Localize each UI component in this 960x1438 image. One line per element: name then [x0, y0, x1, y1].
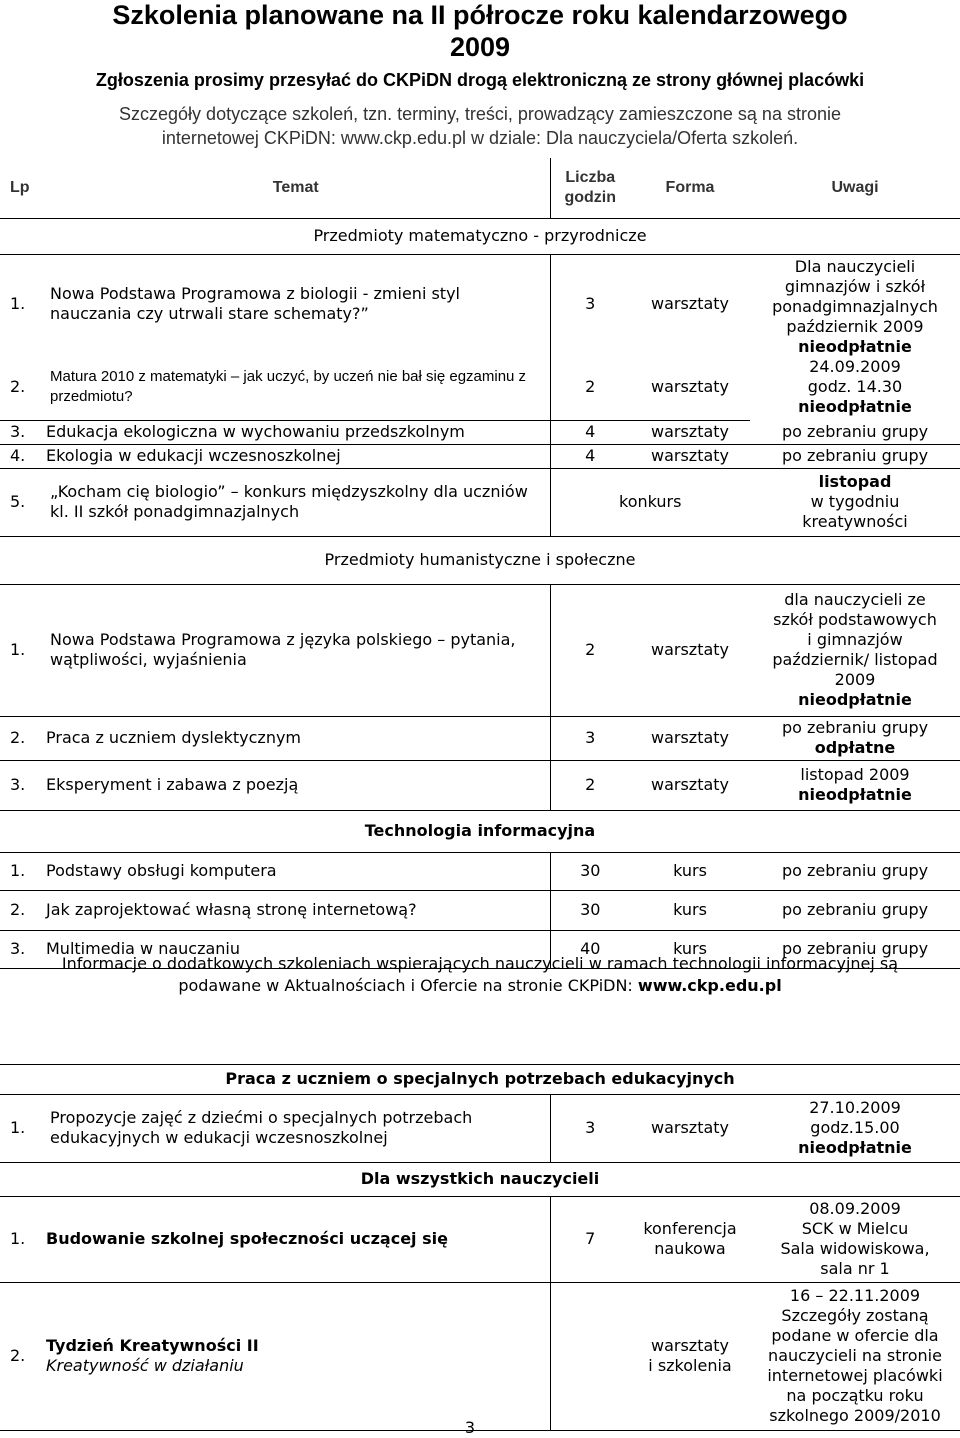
section-spec: Praca z uczniem o specjalnych potrzebach edukacyjnych: [0, 1064, 960, 1094]
row-form: konferencja naukowa: [630, 1196, 750, 1282]
header-uwagi: Uwagi: [750, 158, 960, 218]
table-row: 3. Edukacja ekologiczna w wychowaniu przedszkolnym 4 warsztaty po zebraniu grupy: [0, 420, 960, 444]
section-ti: Technologia informacyjna: [0, 810, 960, 852]
table-row: 2. Tydzień Kreatywności II Kreatywność w działaniu warsztaty i szkolenia 16 – 22.11.2009 Szczegóły zostaną podane w ofercie dla nauczycieli na stronie internetowej placówki na początku roku szkolnego 2009/2010: [0, 1282, 960, 1430]
table-row: 2. Jak zaprojektować własną stronę internetową? 30 kurs po zebraniu grupy: [0, 890, 960, 930]
row-notes: 16 – 22.11.2009 Szczegóły zostaną podane w ofercie dla nauczycieli na stronie internetowej placówki na początku roku szkolnego 2009/2010: [750, 1282, 960, 1430]
table-row: 1. Nowa Podstawa Programowa z biologii - zmieni styl nauczania czy utrwali stare schematy?” 3 warsztaty Dla nauczycieli gimnazjów i szkół ponadgimnazjalnych październik 2009 nieodpłatnie 24.09.2009 godz. 14.30 nieodpłatnie: [0, 254, 960, 354]
subtitle-details-1: Szczegóły dotyczące szkoleń, tzn. terminy, treści, prowadzący zamieszczone są na stronie: [119, 104, 841, 124]
table-row: 2. Praca z uczniem dyslektycznym 3 warsztaty po zebraniu grupy odpłatne: [0, 716, 960, 760]
section-all: Dla wszystkich nauczycieli: [0, 1162, 960, 1196]
section-mat: Przedmioty matematyczno - przyrodnicze: [0, 218, 960, 254]
row-notes: listopad w tygodniu kreatywności: [750, 468, 960, 536]
subtitle-registration: Zgłoszenia prosimy przesyłać do CKPiDN drogą elektroniczną ze strony głównej placówki: [95, 70, 865, 90]
table-row: 2. Matura 2010 z matematyki – jak uczyć, by uczeń nie bał się egzaminu z przedmiotu? 2 warsztaty: [0, 354, 960, 420]
row-form: warsztaty i szkolenia: [630, 1282, 750, 1430]
row-topic: Budowanie szkolnej społeczności uczącej się: [42, 1196, 550, 1282]
row-topic: Tydzień Kreatywności II Kreatywność w działaniu: [42, 1282, 550, 1430]
website-link[interactable]: www.ckp.edu.pl: [637, 976, 782, 995]
row-notes: dla nauczycieli ze szkół podstawowych i gimnazjów październik/ listopad 2009 nieodpłatnie: [750, 584, 960, 716]
page-title-year: 2009: [449, 32, 511, 62]
row-notes: po zebraniu grupy odpłatne: [750, 716, 960, 760]
row-topic: Nowa Podstawa Programowa z języka polskiego – pytania, wątpliwości, wyjaśnienia: [42, 584, 550, 716]
row-topic: Ekologia w edukacji wczesnoszkolnej: [42, 444, 550, 468]
table-row: 3. Multimedia w nauczaniu 40 kurs po zebraniu grupy: [0, 930, 960, 968]
info-note: Informacje o dodatkowych szkoleniach wspierających nauczycieli w ramach technologii informacyjnej są podawane w Aktualnościach i Ofercie na stronie CKPiDN: www.ckp.edu.pl: [61, 954, 899, 995]
row-topic: Nowa Podstawa Programowa z biologii - zmieni styl nauczania czy utrwali stare schematy?”: [50, 284, 460, 324]
row-topic: Podstawy obsługi komputera: [42, 852, 550, 890]
header-forma: Forma: [630, 158, 750, 218]
table-row: 1. Podstawy obsługi komputera 30 kurs po zebraniu grupy: [0, 852, 960, 890]
row-topic: Eksperyment i zabawa z poezją: [42, 760, 550, 810]
table-row: 4. Ekologia w edukacji wczesnoszkolnej 4 warsztaty po zebraniu grupy: [0, 444, 960, 468]
section-hum: Przedmioty humanistyczne i społeczne: [0, 536, 960, 584]
table-row: 1. Propozycje zajęć z dziećmi o specjalnych potrzebach edukacyjnych w edukacji wczesnoszkolnej 3 warsztaty 27.10.2009 godz.15.00 nieodpłatnie: [0, 1094, 960, 1162]
row-topic: Jak zaprojektować własną stronę internetową?: [42, 890, 550, 930]
row-topic: Praca z uczniem dyslektycznym: [42, 716, 550, 760]
table-row: 3. Eksperyment i zabawa z poezją 2 warsztaty listopad 2009 nieodpłatnie: [0, 760, 960, 810]
row-notes: listopad 2009 nieodpłatnie: [750, 760, 960, 810]
subtitle-details-2: internetowej CKPiDN: www.ckp.edu.pl w dziale: Dla nauczyciela/Oferta szkoleń.: [161, 128, 799, 148]
header-liczba: Liczba godzin: [550, 158, 630, 218]
row-topic: Matura 2010 z matematyki – jak uczyć, by uczeń nie bał się egzaminu z przedmiotu?: [42, 354, 550, 420]
table-row: 5. „Kocham cię biologio” – konkurs międzyszkolny dla uczniów kl. II szkół ponadgimnazjalnych konkurs listopad w tygodniu kreatywności: [0, 468, 960, 536]
row-notes: Dla nauczycieli gimnazjów i szkół ponadgimnazjalnych październik 2009 nieodpłatnie 24.09.2009 godz. 14.30 nieodpłatnie: [772, 257, 938, 417]
header-temat: Temat: [42, 158, 550, 218]
row-topic: Multimedia w nauczaniu: [42, 930, 550, 968]
table-row: 1. Nowa Podstawa Programowa z języka polskiego – pytania, wątpliwości, wyjaśnienia 2 warsztaty dla nauczycieli ze szkół podstawowych i gimnazjów październik/ listopad 2009 nieodpłatnie: [0, 584, 960, 716]
row-topic: „Kocham cię biologio” – konkurs międzyszkolny dla uczniów kl. II szkół ponadgimnazjalnych: [42, 468, 550, 536]
training-table: [0, 158, 960, 1431]
table-header: [0, 158, 960, 218]
row-notes: 27.10.2009 godz.15.00 nieodpłatnie: [750, 1094, 960, 1162]
row-notes: 08.09.2009 SCK w Mielcu Sala widowiskowa, sala nr 1: [750, 1196, 960, 1282]
page-title: Szkolenia planowane na II półrocze roku kalendarzowego: [112, 0, 848, 30]
header-lp: Lp: [0, 158, 42, 218]
row-topic: Edukacja ekologiczna w wychowaniu przedszkolnym: [42, 420, 550, 444]
row-topic: Propozycje zajęć z dziećmi o specjalnych potrzebach edukacyjnych w edukacji wczesnoszkolnej: [42, 1094, 550, 1162]
table-row: 1. Budowanie szkolnej społeczności uczącej się 7 konferencja naukowa 08.09.2009 SCK w Mielcu Sala widowiskowa, sala nr 1: [0, 1196, 960, 1282]
page-number: 3: [464, 1418, 476, 1437]
